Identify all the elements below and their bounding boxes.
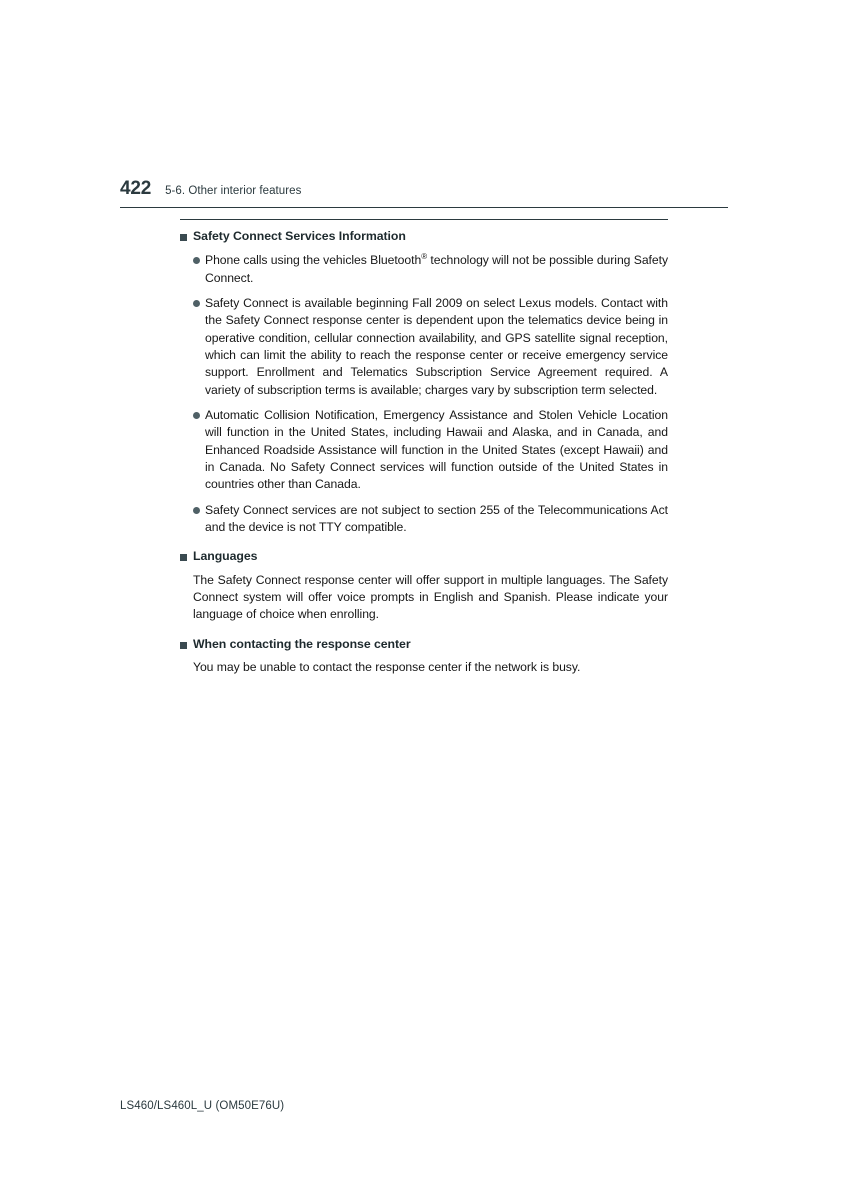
round-bullet-icon <box>193 507 200 514</box>
list-item-text-4: Safety Connect services are not subject to section 255 of the Telecommunications Act and the device is not TTY compatible. <box>205 502 668 534</box>
square-bullet-icon <box>180 234 187 241</box>
square-bullet-icon <box>180 554 187 561</box>
page-number: 422 <box>120 178 152 199</box>
paragraph-languages: The Safety Connect response center will offer support in multiple languages. The Safety Connect system will offer voice prompts in English and Spanish. Please indicate your language of choice when enrolling. <box>193 572 668 622</box>
round-bullet-icon <box>193 257 200 264</box>
paragraph-when-contacting: You may be unable to contact the response center if the network is busy. <box>193 659 581 674</box>
list-item <box>180 295 668 399</box>
list-item <box>180 252 668 287</box>
section-heading-safety-connect-services-information <box>180 229 668 244</box>
section-heading-languages <box>180 549 668 564</box>
square-bullet-icon <box>180 642 187 649</box>
list-item <box>180 407 668 494</box>
list-item <box>180 502 668 537</box>
spacer <box>180 624 668 635</box>
spacer <box>180 536 668 547</box>
section-top-divider <box>180 219 668 220</box>
page-header <box>120 178 728 200</box>
header-section-title: 5-6. Other interior features <box>165 185 302 197</box>
footer-document-code: LS460/LS460L_U (OM50E76U) <box>120 1100 285 1112</box>
round-bullet-icon <box>193 412 200 419</box>
heading-text: Safety Connect Services Information <box>193 229 406 243</box>
round-bullet-icon <box>193 300 200 307</box>
list-item-text-2: Safety Connect is available beginning Fall 2009 on select Lexus models. Contact with the Safety Connect response center is dependent upon the telematics device being in operative condition, cellular connection availability, and GPS satellite signal reception, which can limit the ability to reach the response center or receive emergency service support. Enrollment and Telematics Subscription Service Agreement required. A variety of subscription terms is available; charges vary by subscription term selected. <box>205 296 668 397</box>
header-divider <box>120 207 728 208</box>
page-content <box>180 227 668 676</box>
section-heading-when-contacting-the-response-center <box>180 637 668 652</box>
list-item-text-3: Automatic Collision Notification, Emergency Assistance and Stolen Vehicle Location will function in the United States, including Hawaii and Alaska, and in Canada, and Enhanced Roadside Assistance will function in the United States (except Hawaii) and in Canada. No Safety Connect services will function outside of the United States in countries other than Canada. <box>205 407 668 492</box>
list-item-text-1: Phone calls using the vehicles Bluetooth® technology will not be possible during Safety Connect. <box>205 252 668 285</box>
heading-text: When contacting the response center <box>193 636 411 651</box>
heading-text: Languages <box>193 549 258 564</box>
